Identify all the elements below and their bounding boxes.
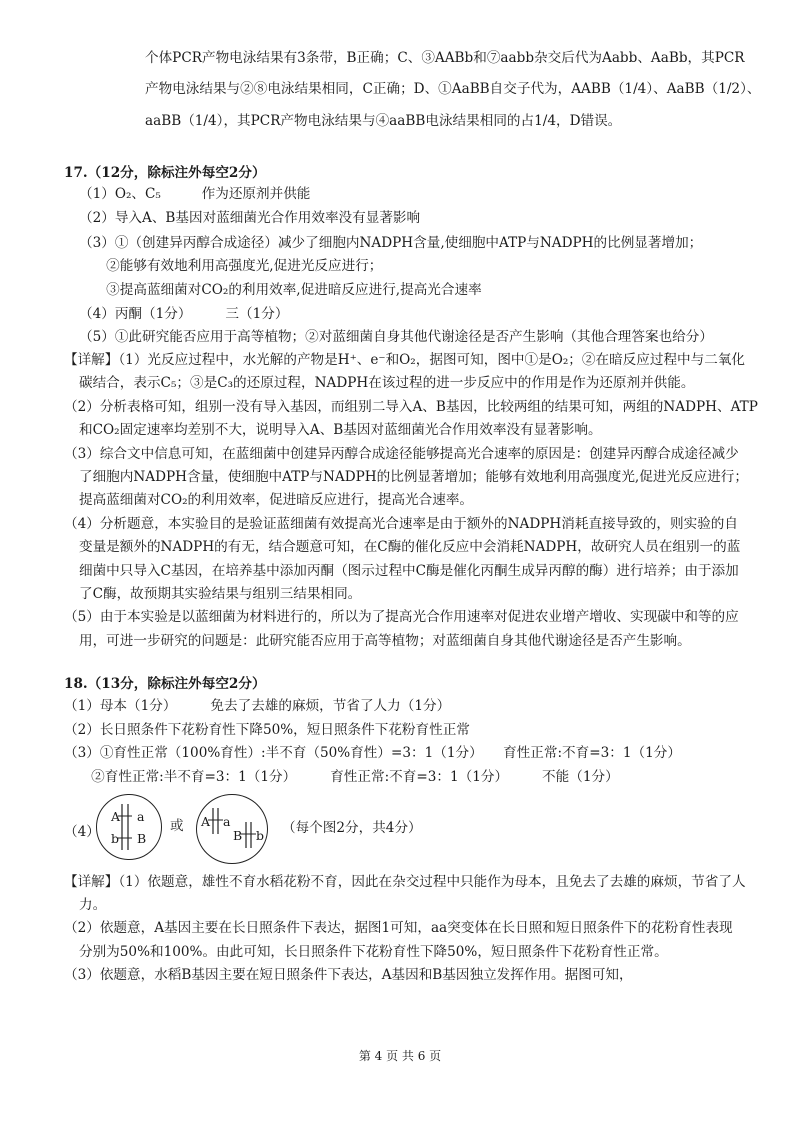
- or-label: 或: [170, 818, 184, 834]
- q18-answer-3: （3）①育性正常（100%育性）:半不育（50%育性）=3：1（1分） 育性正常:不育=3：1（1分）: [64, 745, 681, 761]
- q18-answer-1: （1）母本（1分） 免去了去雄的麻烦，节省了人力（1分）: [64, 698, 451, 714]
- allele-a: a: [137, 809, 145, 824]
- q17-explanation-7: 提高蓝细菌对CO₂的利用效率，促进暗反应进行，提高光合速率。: [79, 492, 474, 508]
- q17-answer-3: （3）①（创建异丙醇合成途径）减少了细胞内NADPH含量,使细胞中ATP与NADPH的比例显著增加；: [79, 235, 703, 251]
- q17-explanation-10: 细菌中只导入C基因，在培养基中添加丙酮（图示过程中C酶是催化丙酮生成异丙醇的酶）进行培养；由于添加: [79, 563, 739, 579]
- q18-explanation-5: （3）依题意，水稻B基因主要在短日照条件下表达，A基因和B基因独立发挥作用。据图可知，: [64, 967, 633, 983]
- q17-explanation-8: （4）分析题意，本实验目的是验证蓝细菌有效提高光合速率是由于额外的NADPH消耗直接导致的，则实验的自: [64, 516, 738, 532]
- q17-explanation-1: 【详解】（1）光反应过程中，水光解的产物是H⁺、e⁻和O₂，据图可知，图中①是O₂；②在暗反应过程中与二氧化: [64, 352, 746, 368]
- q16-line-2: 产物电泳结果与②⑧电泳结果相同，C正确；D、①AaBB自交子代为，AABB（1/4）、AaBB（1/2）、: [145, 81, 761, 97]
- q18-fig-label: （4）: [64, 824, 100, 840]
- q17-explanation-13: 用，可进一步研究的问题是：此研究能否应用于高等植物；对蓝细菌自身其他代谢途径是否产生影响。: [79, 633, 691, 649]
- cell-diagram-1: [96, 794, 162, 860]
- cell-diagram-2: [196, 794, 268, 864]
- q18-explanation-1: 【详解】（1）依题意，雄性不育水稻花粉不育，因此在杂交过程中只能作为母本，且免去了去雄的麻烦，节省了人: [64, 874, 746, 890]
- q17-answer-3b: ②能够有效地利用高强度光,促进光反应进行；: [79, 258, 383, 274]
- q17-answer-4: （4）丙酮（1分） 三（1分）: [79, 306, 289, 322]
- q18-answer-3b: ②育性正常:半不育=3：1（1分） 育性正常:不育=3：1（1分） 不能（1分）: [64, 769, 619, 785]
- allele-a-2: a: [223, 814, 231, 829]
- page-footer: 第 4 页 共 6 页: [358, 1049, 442, 1063]
- q16-line-3: aaBB（1/4），其PCR产物电泳结果与④aaBB电泳结果相同的占1/4，D错误。: [145, 113, 622, 129]
- q17-answer-1: （1）O₂、C₅ 作为还原剂并供能: [79, 186, 311, 202]
- allele-B-2: B: [233, 828, 243, 843]
- q18-answer-2: （2）长日照条件下花粉育性下降50%，短日照条件下花粉育性正常: [64, 722, 470, 738]
- allele-A-2: A: [201, 814, 211, 829]
- q17-heading: 17.（12分，除标注外每空2分）: [64, 165, 266, 181]
- q18-explanation-3: （2）依题意，A基因主要在长日照条件下表达，据图1可知，aa突变体在长日照和短日照条件下的花粉育性表现: [64, 920, 733, 936]
- q17-explanation-6: 了细胞内NADPH含量，使细胞中ATP与NADPH的比例显著增加；能够有效地利用高强度光,促进光反应进行；: [79, 469, 748, 485]
- q17-answer-5: （5）①此研究能否应用于高等植物；②对蓝细菌自身其他代谢途径是否产生影响（其他合理答案也给分）: [79, 329, 713, 345]
- figure-score-note: （每个图2分，共4分）: [282, 820, 422, 836]
- allele-b-2: b: [256, 828, 265, 843]
- q16-line-1: 个体PCR产物电泳结果有3条带，B正确；C、③AABb和⑦aabb杂交后代为Aabb、AaBb，其PCR: [145, 50, 745, 66]
- q17-explanation-5: （3）综合文中信息可知，在蓝细菌中创建异丙醇合成途径能够提高光合速率的原因是：创建异丙醇合成途径减少: [64, 446, 739, 462]
- q18-explanation-4: 分别为50%和100%。由此可知，长日照条件下花粉育性下降50%，短日照条件下花粉育性正常。: [79, 944, 668, 960]
- allele-b: b: [111, 831, 120, 846]
- q17-explanation-12: （5）由于本实验是以蓝细菌为材料进行的，所以为了提高光合作用速率对促进农业增产增收、实现碳中和等的应: [64, 609, 739, 625]
- q17-answer-3c: ③提高蓝细菌对CO₂的利用效率,促进暗反应进行,提高光合速率: [79, 282, 482, 298]
- q18-heading: 18.（13分，除标注外每空2分）: [64, 676, 266, 692]
- allele-B: B: [137, 831, 147, 846]
- q17-explanation-3: （2）分析表格可知，组别一没有导入基因，而组别二导入A、B基因，比较两组的结果可知，两组的NADPH、ATP: [64, 399, 758, 415]
- chromosome-pair-1: [96, 794, 162, 860]
- q17-explanation-4: 和CO₂固定速率均差别不大，说明导入A、B基因对蓝细菌光合作用效率没有显著影响。: [79, 422, 602, 438]
- allele-A: A: [111, 809, 121, 824]
- q17-answer-2: （2）导入A、B基因对蓝细菌光合作用效率没有显著影响: [79, 210, 421, 226]
- q17-explanation-9: 变量是额外的NADPH的有无，结合题意可知，在C酶的催化反应中会消耗NADPH，故研究人员在组别一的蓝: [79, 539, 741, 555]
- q17-explanation-11: 了C酶，故预期其实验结果与组别三结果相同。: [79, 586, 362, 602]
- q17-explanation-2: 碳结合，表示C₅；③是C₃的还原过程，NADPH在该过程的进一步反应中的作用是作为还原剂并供能。: [79, 375, 695, 391]
- q18-explanation-2: 力。: [79, 897, 107, 913]
